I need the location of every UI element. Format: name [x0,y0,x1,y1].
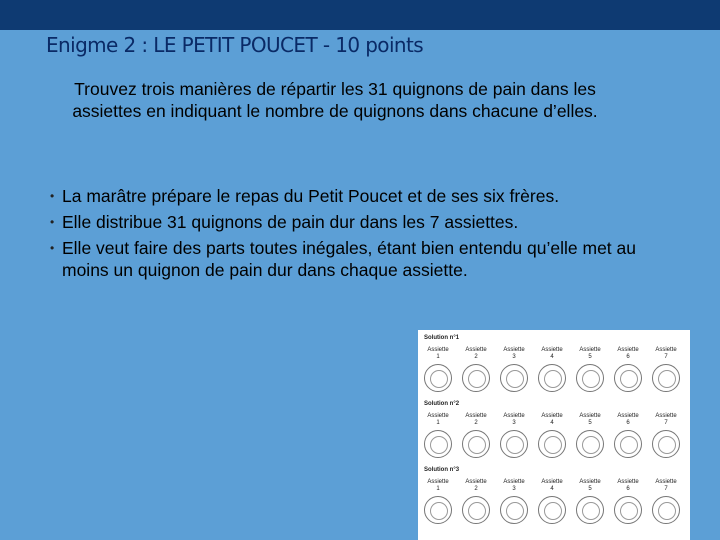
plate-icon [462,364,490,392]
plate-header [647,347,685,361]
plate-header [495,347,533,361]
plate-header [457,347,495,361]
solution-block [418,330,690,398]
plate-header [647,479,685,493]
plate-icon [424,430,452,458]
plate-icon [614,430,642,458]
plate-icon [538,364,566,392]
plate-header [571,413,609,427]
plate-label: Assiette [465,347,487,353]
prompt-text: Trouvez trois manières de répartir les 31 quignons de pain dans les assiettes en indiquant le nombre de quignons dans chacune d’elles. [72,79,598,121]
plate-label: Assiette [579,413,601,419]
plate-label: Assiette [655,479,677,485]
bullet-dot-icon: • [50,189,55,203]
plate-number: 2 [474,486,478,492]
plate-header [571,479,609,493]
plate-number: 6 [626,486,630,492]
plate-label: Assiette [503,413,525,419]
plate-number: 1 [436,486,440,492]
plate-label: Assiette [465,479,487,485]
bullet-item [50,185,650,207]
plate-number: 2 [474,420,478,426]
plate-icon [576,430,604,458]
plate-number: 3 [512,420,516,426]
plate-label: Assiette [617,479,639,485]
plate-number: 7 [664,486,668,492]
plate-number: 2 [474,354,478,360]
plate-icon [614,496,642,524]
plate-header [533,413,571,427]
bullet-item [50,237,650,281]
plate-label: Assiette [617,413,639,419]
plate-number: 5 [588,420,592,426]
solution-block [418,462,690,530]
plate-header [457,479,495,493]
plate-icon [462,430,490,458]
plate-header [495,413,533,427]
plate-icon [462,496,490,524]
plate-header [457,413,495,427]
plate-icon [538,496,566,524]
plate-icon [500,364,528,392]
solution-title: Solution n°3 [424,467,460,473]
plate-number: 4 [550,486,554,492]
plate-icon [576,496,604,524]
plate-icon [652,496,680,524]
plate-number: 3 [512,354,516,360]
worksheet-image [418,330,690,540]
plate-icon [500,496,528,524]
plate-icon [424,496,452,524]
plate-header [609,479,647,493]
solution-block [418,396,690,464]
plate-icon [538,430,566,458]
top-bar [0,0,720,30]
plate-icon [652,364,680,392]
plate-number: 6 [626,420,630,426]
plate-label: Assiette [503,479,525,485]
slide-title: Enigme 2 : LE PETIT POUCET - 10 points [46,33,424,57]
plate-icon [424,364,452,392]
plate-icon [576,364,604,392]
plate-label: Assiette [579,347,601,353]
bullet-item [50,211,650,233]
bullet-text: Elle distribue 31 quignons de pain dur dans les 7 assiettes. [62,212,519,232]
plate-label: Assiette [541,479,563,485]
plate-icon [500,430,528,458]
plate-label: Assiette [541,347,563,353]
plate-header [533,347,571,361]
plate-header [495,479,533,493]
bullet-dot-icon: • [50,241,55,255]
plate-number: 4 [550,420,554,426]
plate-number: 4 [550,354,554,360]
plate-number: 5 [588,354,592,360]
solution-title: Solution n°2 [424,401,460,407]
plate-label: Assiette [579,479,601,485]
plate-number: 3 [512,486,516,492]
bullet-text: Elle veut faire des parts toutes inégales, étant bien entendu qu’elle met au moins un quignon de pain dur dans chaque assiette. [62,238,636,280]
plate-header [609,413,647,427]
plate-number: 1 [436,354,440,360]
plate-label: Assiette [427,413,449,419]
plate-number: 6 [626,354,630,360]
plate-icon [652,430,680,458]
plate-label: Assiette [503,347,525,353]
plate-header [647,413,685,427]
plate-number: 7 [664,354,668,360]
bullet-list [50,185,650,285]
plate-header [419,347,457,361]
plate-header [609,347,647,361]
plate-label: Assiette [427,479,449,485]
plate-label: Assiette [541,413,563,419]
plate-header [533,479,571,493]
plate-label: Assiette [655,413,677,419]
plate-header [571,347,609,361]
plate-icon [614,364,642,392]
plate-header [419,413,457,427]
plate-label: Assiette [427,347,449,353]
bullet-dot-icon: • [50,215,55,229]
plate-number: 5 [588,486,592,492]
plate-label: Assiette [465,413,487,419]
solution-title: Solution n°1 [424,335,460,341]
plate-number: 7 [664,420,668,426]
plate-number: 1 [436,420,440,426]
plate-label: Assiette [617,347,639,353]
plate-label: Assiette [655,347,677,353]
bullet-text: La marâtre prépare le repas du Petit Poucet et de ses six frères. [62,186,560,206]
plate-header [419,479,457,493]
